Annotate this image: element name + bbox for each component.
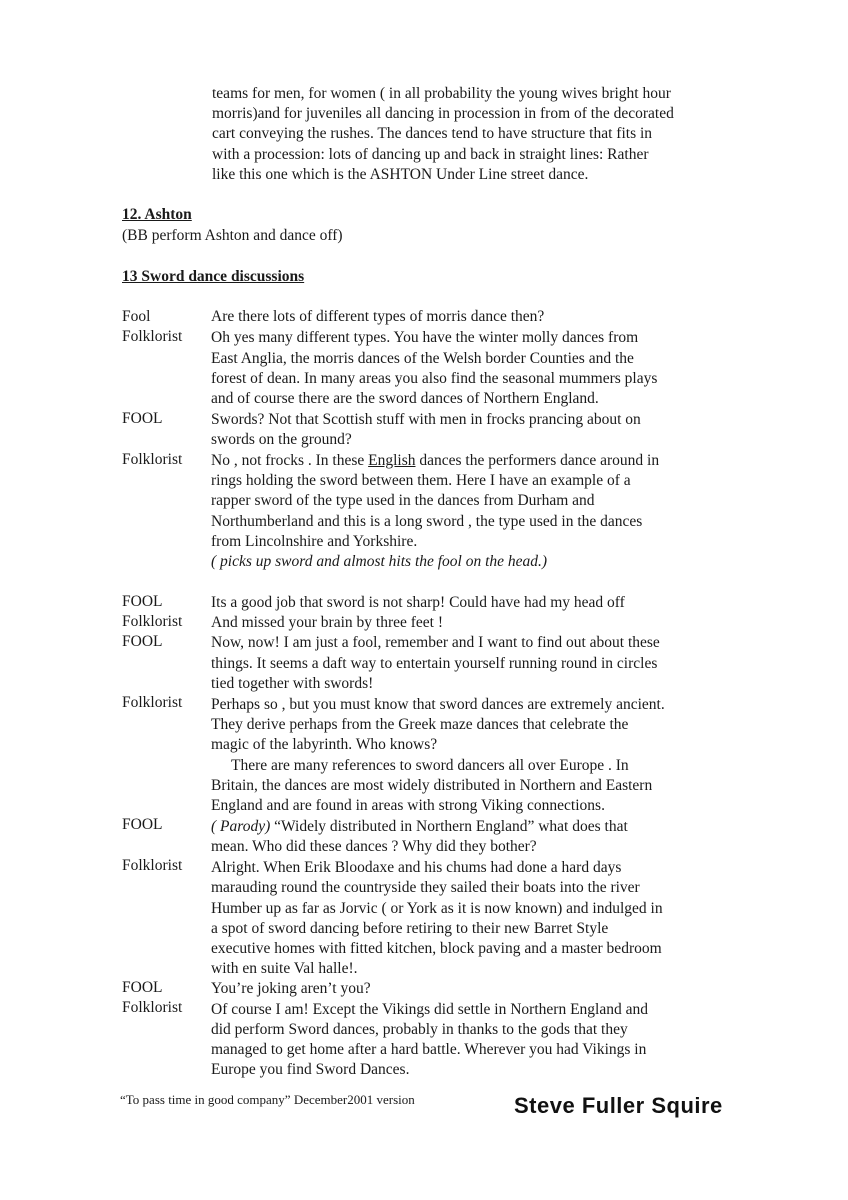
intro-line: with a procession: lots of dancing up and back in straight lines: Rather (212, 146, 649, 163)
dialogue-line: did perform Sword dances, probably in thanks to the gods that they (211, 1021, 628, 1038)
speaker-label: Folklorist (122, 451, 183, 468)
dialogue-line: rapper sword of the type used in the dances from Durham and (211, 492, 595, 509)
dialogue-line: East Anglia, the morris dances of the Welsh border Counties and the (211, 350, 634, 367)
intro-line: teams for men, for women ( in all probability the young wives bright hour (212, 85, 671, 102)
dialogue-text: “Widely distributed in Northern England” what does that (270, 818, 628, 835)
stage-direction: ( Parody) (211, 818, 271, 835)
dialogue-line: You’re joking aren’t you? (211, 980, 371, 997)
dialogue-line: Northumberland and this is a long sword , the type used in the dances (211, 513, 643, 530)
dialogue-line: They derive perhaps from the Greek maze dances that celebrate the (211, 716, 629, 733)
speaker-label: Folklorist (122, 999, 183, 1016)
dialogue-line: There are many references to sword dancers all over Europe . In (231, 757, 629, 774)
dialogue-line: magic of the labyrinth. Who knows? (211, 736, 438, 753)
speaker-label: FOOL (122, 633, 163, 650)
speaker-label: FOOL (122, 979, 163, 996)
dialogue-line: Swords? Not that Scottish stuff with men in frocks prancing about on (211, 411, 641, 428)
dialogue-line: marauding round the countryside they sailed their boats into the river (211, 879, 640, 896)
dialogue-line: And missed your brain by three feet ! (211, 614, 444, 631)
dialogue-line: things. It seems a daft way to entertain yourself running round in circles (211, 655, 658, 672)
speaker-label: FOOL (122, 593, 163, 610)
dialogue-line: Oh yes many different types. You have the winter molly dances from (211, 329, 639, 346)
underlined-word: English (368, 452, 416, 469)
dialogue-line: Perhaps so , but you must know that sword dances are extremely ancient. (211, 696, 665, 713)
intro-line: cart conveying the rushes. The dances tend to have structure that fits in (212, 125, 653, 142)
dialogue-line: executive homes with fitted kitchen, block paving and a master bedroom (211, 940, 662, 957)
section-12-heading: 12. Ashton (122, 206, 192, 223)
section-13-heading: 13 Sword dance discussions (122, 268, 305, 285)
footer-author: Steve Fuller Squire (514, 1093, 723, 1118)
speaker-label: Folklorist (122, 694, 183, 711)
dialogue-line: forest of dean. In many areas you also find the seasonal mummers plays (211, 370, 658, 387)
dialogue-line: and of course there are the sword dances of Northern England. (211, 390, 599, 407)
dialogue-text: dances the performers dance around in (415, 452, 660, 469)
speaker-label: FOOL (122, 410, 163, 427)
dialogue-line (211, 451, 659, 471)
dialogue-line: a spot of sword dancing before retiring to their new Barret Style (211, 920, 609, 937)
dialogue-line: tied together with swords! (211, 675, 374, 692)
dialogue-line: Europe you find Sword Dances. (211, 1061, 410, 1078)
dialogue-line: Its a good job that sword is not sharp! Could have had my head off (211, 594, 625, 611)
dialogue-line: Of course I am! Except the Vikings did settle in Northern England and (211, 1001, 648, 1018)
stage-direction: ( picks up sword and almost hits the fool on the head.) (211, 553, 548, 570)
speaker-label: FOOL (122, 816, 163, 833)
dialogue-line: Are there lots of different types of morris dance then? (211, 308, 545, 325)
dialogue-line: Alright. When Erik Bloodaxe and his chums had done a hard days (211, 859, 622, 876)
dialogue-line: England and are found in areas with strong Viking connections. (211, 797, 605, 814)
dialogue-line: with en suite Val halle!. (211, 960, 358, 977)
dialogue-text: No , not frocks . In these (211, 452, 369, 469)
dialogue-line: Now, now! I am just a fool, remember and I want to find out about these (211, 634, 660, 651)
intro-line: morris)and for juveniles all dancing in procession in from of the decorated (212, 105, 674, 122)
dialogue-line: Humber up as far as Jorvic ( or York as it is now known) and indulged in (211, 900, 663, 917)
dialogue-line (211, 817, 628, 837)
section-12-note: (BB perform Ashton and dance off) (122, 227, 343, 244)
dialogue-line: swords on the ground? (211, 431, 352, 448)
dialogue-line: Britain, the dances are most widely distributed in Northern and Eastern (211, 777, 653, 794)
intro-line: like this one which is the ASHTON Under Line street dance. (212, 166, 589, 183)
footer-version-note: “To pass time in good company” December2001 version (120, 1092, 415, 1107)
dialogue-line: from Lincolnshire and Yorkshire. (211, 533, 418, 550)
speaker-label: Folklorist (122, 328, 183, 345)
dialogue-line: rings holding the sword between them. Here I have an example of a (211, 472, 631, 489)
speaker-label: Folklorist (122, 857, 183, 874)
speaker-label: Fool (122, 308, 151, 325)
speaker-label: Folklorist (122, 613, 183, 630)
dialogue-line: managed to get home after a hard battle. Wherever you had Vikings in (211, 1041, 647, 1058)
dialogue-line: mean. Who did these dances ? Why did they bother? (211, 838, 537, 855)
